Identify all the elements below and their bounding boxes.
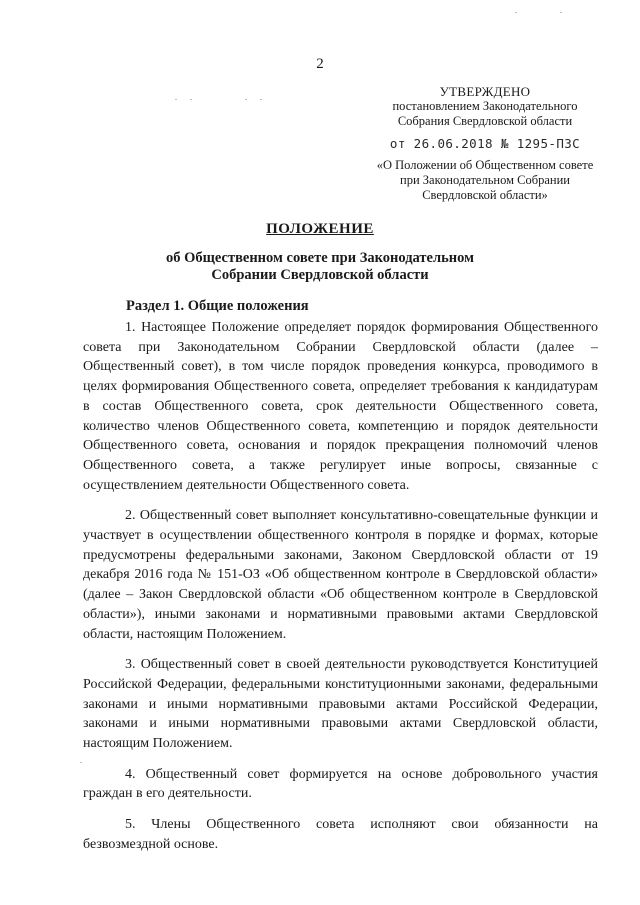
section-heading: Раздел 1. Общие положения [126,298,309,314]
paragraph-5: 5. Члены Общественного совета исполняют свои обязанности на безвозмездной основе. [83,817,598,852]
document-subtitle [0,250,640,284]
scan-speck [175,99,177,100]
scan-speck [80,762,82,763]
paragraph-3: 3. Общественный совет в своей деятельности руководствуется Конституцией Российской Федерации, федеральными конституционными законами, федеральными законами и иными нормативными правовыми актами Российской Федерации, законами и иными нормативными правовыми актами Свердловской области, настоящим Положением. [83,657,598,752]
paragraph-1: 1. Настоящее Положение определяет порядок формирования Общественного совета при Законодательном Собрании Свердловской области (далее – Общественный совет), в том числе порядок проведения конкурса, проводимого в целях формирования Общественного совета, определяет требования к кандидатурам в состав Общественного совета, срок деятельности Общественного совета, количество членов Общественного совета, компетенцию и порядок деятельности Общественного совета, основания и порядок прекращения полномочий членов Общественного совета, а также регулирует иные вопросы, связанные с осуществлением деятельности Общественного совета. [83,320,598,493]
approval-by-line-2: Собрания Свердловской области [397,114,573,128]
paragraph-2: 2. Общественный совет выполняет консультативно-совещательные функции и участвует в осуществлении общественного контроля в порядке и формах, которые предусмотрены федеральными законами, Законом Свердловской области от 19 декабря 2016 года № 151-ОЗ «Об общественном контроле в Свердловской области» (далее – Закон Свердловской области «Об общественном контроле в Свердловской области»), иными законами и нормативными правовыми актами Свердловской области, настоящим Положением. [83,508,598,642]
scan-speck [515,12,517,13]
document-title-block [0,221,640,284]
approval-about-line-3: Свердловской области» [422,188,548,202]
document-subtitle-line-2: Собрании Свердловской области [211,267,429,283]
page-number: 2 [316,56,324,72]
approval-date-number-stamp: от 26.06.2018 № 1295-ПЗС [389,136,581,151]
paragraph-4: 4. Общественный совет формируется на основе добровольного участия граждан в его деятельности. [83,766,598,802]
scan-speck [260,99,262,100]
approval-about-line-1: «О Положении об Общественном совете [376,158,594,172]
approval-heading: УТВЕРЖДЕНО [439,84,531,99]
document-title: ПОЛОЖЕНИЕ [266,221,374,237]
approval-block [360,84,610,203]
scan-speck [190,99,192,100]
approval-by-line-1: постановлением Законодательного [392,99,578,113]
document-subtitle-line-1: об Общественном совете при Законодательном [166,250,474,266]
scan-speck [560,12,562,13]
scan-speck [245,99,247,100]
approval-about-line-2: при Законодательном Собрании [400,173,570,187]
section-body [83,318,598,866]
